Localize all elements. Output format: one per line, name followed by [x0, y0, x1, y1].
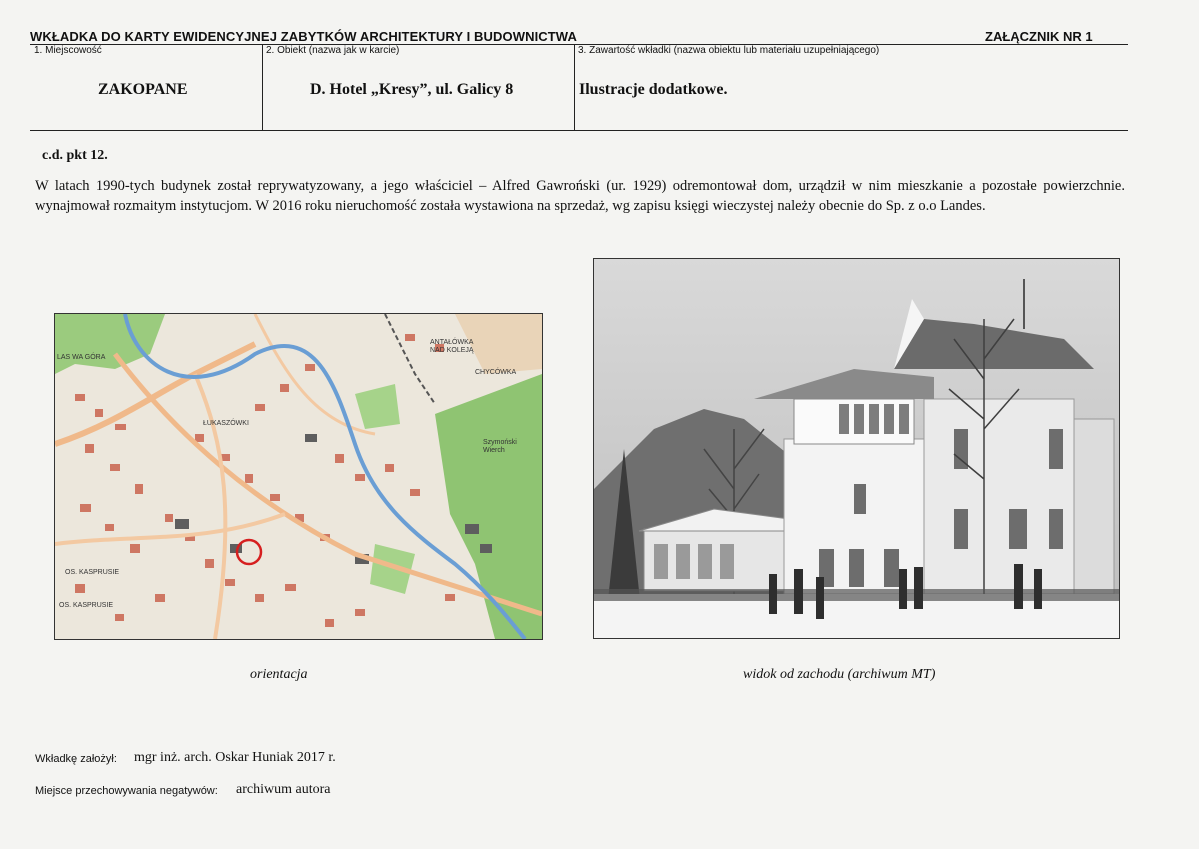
map-label: Szymoński Wierch [483, 439, 517, 454]
field-value-object: D. Hotel „Kresy”, ul. Galicy 8 [310, 81, 514, 98]
field-value-contents: Ilustracje dodatkowe. [579, 81, 728, 98]
map-label: CHYCÓWKA [475, 369, 517, 376]
photo-caption: widok od zachodu (archiwum MT) [743, 667, 936, 682]
founder-label: Wkładkę założył: [35, 753, 117, 765]
document-title: WKŁADKA DO KARTY EWIDENCYJNEJ ZABYTKÓW ARCHITEKTURY I BUDOWNICTWA [30, 29, 577, 44]
villa-main-block [924, 399, 1074, 594]
map-label: ANTAŁÓWKA NAD KOLEJĄ [430, 339, 474, 354]
map-label: OS. KASPRUSIE [65, 569, 120, 576]
field-label-locality: 1. Miejscowość [34, 45, 102, 56]
field-divider [574, 44, 575, 130]
field-label-contents: 3. Zawartość wkładki (nazwa obiektu lub materiału uzupełniającego) [578, 45, 880, 56]
map-image [55, 314, 542, 639]
field-label-object: 2. Obiekt (nazwa jak w karcie) [266, 45, 400, 56]
body-paragraph: W latach 1990-tych budynek został reprywatyzowany, a jego właściciel – Alfred Gawroński (ur. 1929) odremontował dom, urządził w nim mieszkanie a pozostałe powierzchnie. wynajmował rozmaitym instytucjom. W 2016 roku nieruchomość została wystawiona na sprzedaż, wg zapisu księgi wieczystej należy obecnie do Sp. z o.o Landes. [35, 178, 1125, 214]
storage-value: archiwum autora [236, 782, 331, 797]
historic-photo [593, 258, 1120, 639]
field-divider [262, 44, 263, 130]
field-value-locality: ZAKOPANE [98, 81, 188, 98]
map-label: LAS WA GÓRA [57, 354, 106, 361]
photo-image [594, 259, 1119, 638]
map-caption: orientacja [250, 667, 308, 682]
founder-value: mgr inż. arch. Oskar Huniak 2017 r. [134, 750, 336, 765]
annex-number: ZAŁĄCZNIK NR 1 [985, 29, 1093, 44]
map-label: OS. KASPRUSIE [59, 602, 114, 609]
section-heading: c.d. pkt 12. [42, 148, 108, 163]
storage-label: Miejsce przechowywania negatywów: [35, 785, 218, 797]
map-label: ŁUKASZÓWKI [203, 420, 249, 427]
villa-tower [1074, 419, 1114, 594]
header-bottom-rule [30, 130, 1128, 131]
orientation-map [54, 313, 543, 640]
